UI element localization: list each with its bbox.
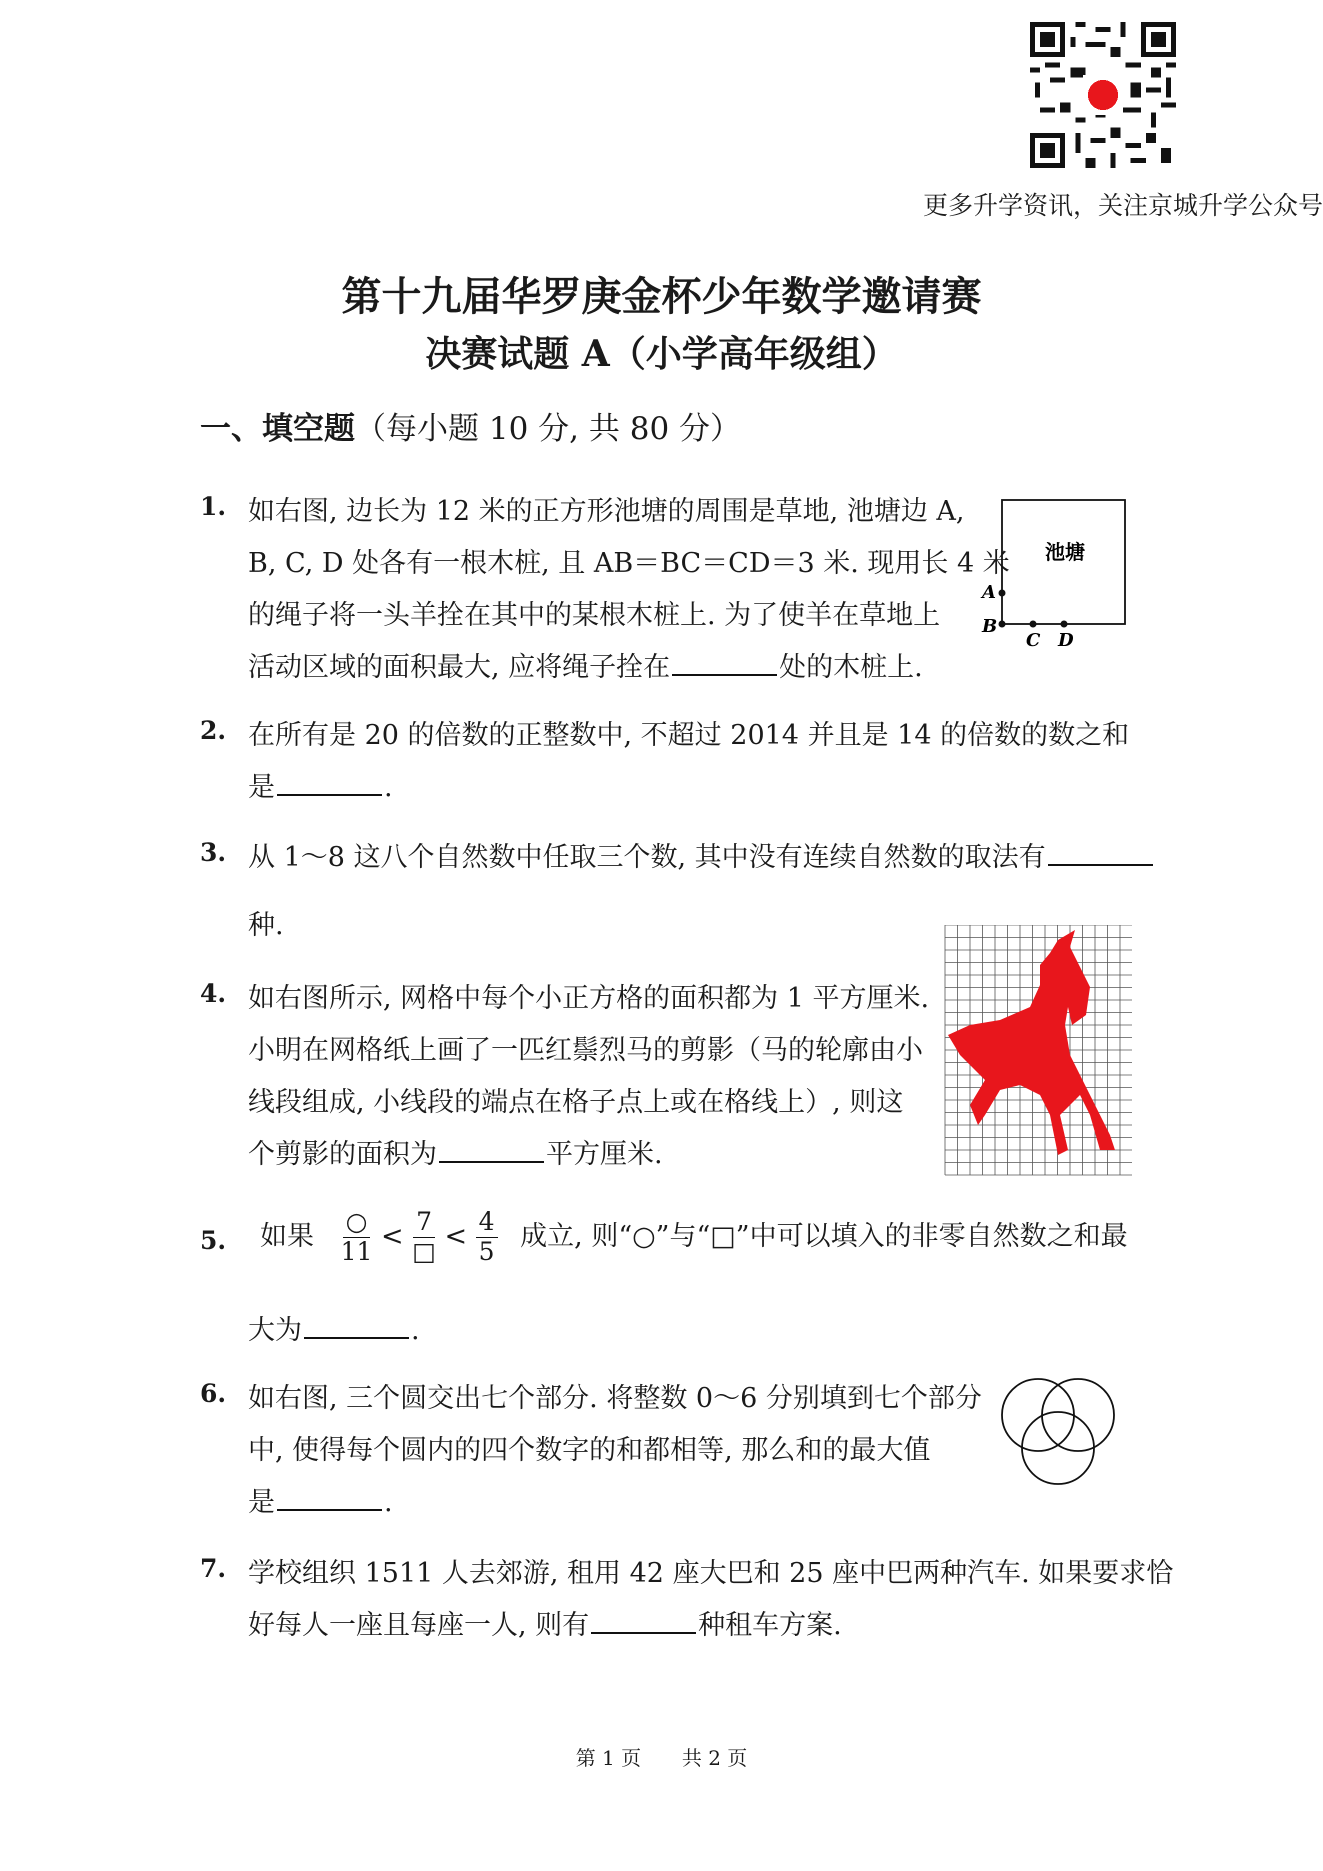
fraction-denominator: □ (412, 1236, 436, 1266)
page-total: 共 2 页 (681, 1746, 748, 1770)
question-line (248, 1132, 663, 1171)
label-a: A (982, 582, 996, 603)
horse-grid-figure (940, 925, 1132, 1185)
question-number: 5. (200, 1226, 227, 1255)
section-heading (200, 403, 741, 448)
answer-blank[interactable] (277, 1508, 382, 1511)
answer-blank[interactable] (591, 1631, 696, 1634)
question-number: 4. (200, 979, 227, 1008)
venn-circle-right (1042, 1379, 1114, 1451)
question-text: 平方厘米. (546, 1139, 663, 1170)
question-text: 成立, 则“○”与“□”中可以填入的非零自然数之和最 (520, 1220, 1128, 1252)
question-line: 如右图, 三个圆交出七个部分. 将整数 0～6 分别填到七个部分 (248, 1383, 982, 1414)
question-text: 活动区域的面积最大, 应将绳子拴在 (248, 652, 671, 683)
question-text: 好每人一座且每座一人, 则有 (248, 1610, 590, 1641)
answer-blank[interactable] (277, 793, 382, 796)
question-text: 处的木桩上. (779, 652, 923, 683)
fraction-numerator: ○ (343, 1208, 371, 1238)
label-b: B (982, 616, 998, 637)
question-text: 是 (248, 772, 275, 803)
question-line: 种. (248, 910, 284, 941)
question-number: 6. (200, 1379, 227, 1408)
question-line: 在所有是 20 的倍数的正整数中, 不超过 2014 并且是 14 的倍数的数之和 (248, 720, 1130, 751)
stake-c (1030, 621, 1037, 628)
section-note: （每小题 10 分, 共 80 分） (355, 411, 742, 447)
question-text: . (411, 1315, 420, 1346)
page-number: 第 1 页 (575, 1746, 642, 1770)
section-heading-label: 一、填空题 (200, 411, 355, 447)
question-line (248, 765, 393, 804)
question-line (248, 645, 923, 684)
question-line: 如右图, 边长为 12 米的正方形池塘的周围是草地, 池塘边 A, (248, 496, 965, 527)
question-line: 中, 使得每个圆内的四个数字的和都相等, 那么和的最大值 (248, 1435, 931, 1466)
question-line (248, 1308, 420, 1347)
fraction (476, 1208, 498, 1267)
question-number: 7. (200, 1554, 227, 1583)
pond-label: 池塘 (1045, 540, 1085, 564)
question-line: 小明在网格纸上画了一匹红鬃烈马的剪影（马的轮廓由小 (248, 1035, 923, 1066)
question-line (248, 835, 1155, 874)
question-text: 大为 (248, 1315, 302, 1346)
question-line: 线段组成, 小线段的端点在格子点上或在格线上）, 则这 (248, 1087, 904, 1118)
question-number: 1. (200, 492, 227, 521)
stake-b (999, 621, 1006, 628)
question-text: 个剪影的面积为 (248, 1139, 437, 1170)
question-text: . (384, 1487, 393, 1518)
fraction-numerator: 4 (476, 1208, 498, 1238)
question-number: 2. (200, 716, 227, 745)
less-than: < (381, 1220, 404, 1252)
question-text: 种租车方案. (698, 1610, 842, 1641)
fraction-numerator: 7 (413, 1208, 435, 1238)
fraction-denominator: 5 (478, 1236, 495, 1266)
page-footer (0, 1742, 1323, 1771)
question-number: 3. (200, 838, 227, 867)
answer-blank[interactable] (439, 1160, 544, 1163)
label-c: C (1026, 630, 1041, 650)
question-line: 学校组织 1511 人去郊游, 租用 42 座大巴和 25 座中巴两种汽车. 如果要求恰 (248, 1558, 1174, 1589)
question-text: 从 1～8 这八个自然数中任取三个数, 其中没有连续自然数的取法有 (248, 842, 1046, 873)
venn-circle-bottom (1022, 1412, 1094, 1484)
question-text: 是 (248, 1487, 275, 1518)
horse-silhouette (948, 930, 1115, 1155)
fraction (341, 1208, 373, 1267)
pond-figure (970, 490, 1140, 650)
answer-blank[interactable] (1048, 863, 1153, 866)
question-line (260, 1208, 1128, 1267)
fraction (412, 1208, 436, 1267)
question-line (248, 1480, 393, 1519)
exam-subtitle: 决赛试题 A（小学高年级组） (425, 333, 898, 375)
question-line: 的绳子将一头羊拴在其中的某根木桩上. 为了使羊在草地上 (248, 600, 941, 631)
venn-circle-left (1002, 1379, 1074, 1451)
exam-title: 第十九届华罗庚金杯少年数学邀请赛 (341, 273, 982, 320)
question-line: B, C, D 处各有一根木桩, 且 AB＝BC＝CD＝3 米. 现用长 4 米 (248, 548, 1010, 579)
promo-text: 更多升学资讯，关注京城升学公众号 (922, 191, 1323, 220)
venn-figure (996, 1370, 1126, 1490)
question-line: 如右图所示, 网格中每个小正方格的面积都为 1 平方厘米. (248, 983, 930, 1014)
qr-code (1030, 22, 1176, 168)
question-text: . (384, 772, 393, 803)
stake-d (1061, 621, 1068, 628)
fraction-denominator: 11 (340, 1236, 373, 1266)
less-than: < (444, 1220, 468, 1252)
label-d: D (1058, 630, 1074, 650)
stake-a (999, 590, 1006, 597)
answer-blank[interactable] (672, 673, 777, 676)
question-line (248, 1603, 842, 1642)
answer-blank[interactable] (304, 1336, 409, 1339)
question-text: 如果 (260, 1220, 314, 1252)
